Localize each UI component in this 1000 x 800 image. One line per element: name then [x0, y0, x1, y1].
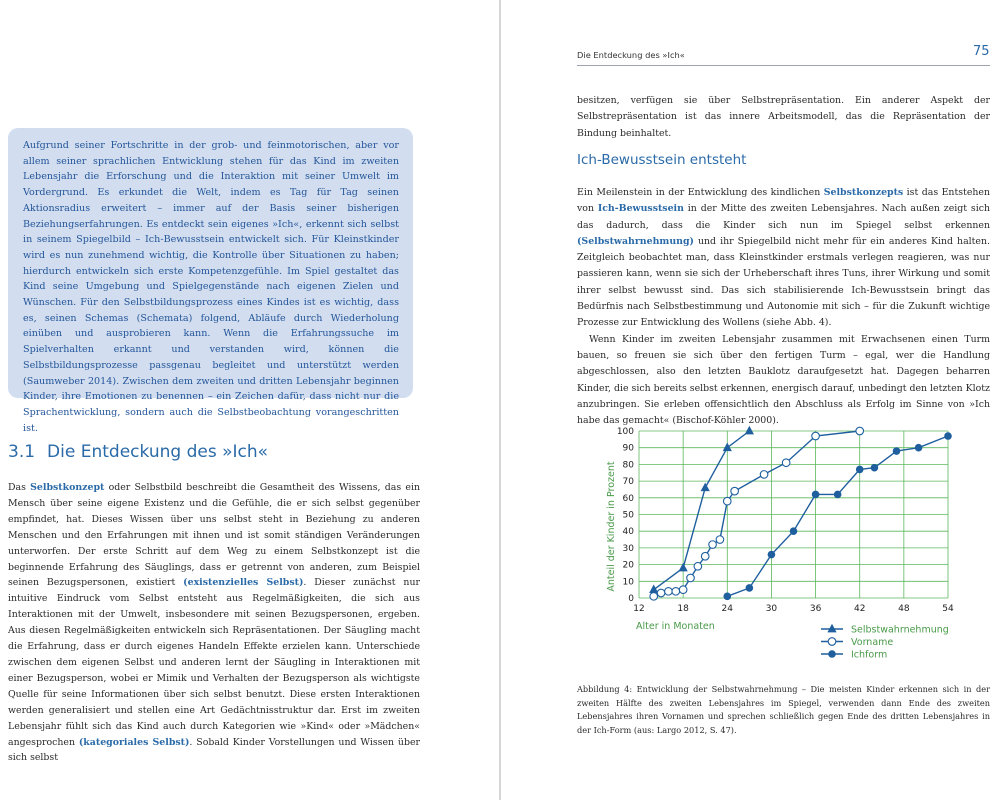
data-point-vorname — [716, 536, 724, 544]
legend-label-ichform: Ichform — [851, 649, 888, 661]
data-point-ichform — [834, 491, 842, 499]
x-tick-label: 54 — [942, 604, 954, 614]
text-run: Das — [8, 482, 31, 493]
x-tick-label: 30 — [765, 604, 778, 614]
y-tick-label: 30 — [622, 543, 634, 554]
y-tick-label: 40 — [622, 527, 634, 538]
y-tick-label: 20 — [622, 560, 634, 571]
text-run: . Dieser zunächst nur intuitive Eindruck vom Selbst entsteht aus Regelmäßigkeiten, die sich aus Interaktionen mit der Umwelt, insbesondere mit seinen Bezugspersonen, ergeben. Aus diesen Regelmäßigkeiten entwickeln sich Repräsentationen. Der Säugling macht die Erfahrung, dass er durch eigenes Handeln Effekte erzielen kann. Unterschiede zwischen dem eigenen Selbst und anderen lernt der Säugling in Interaktionen mit einer Bezugsperson, wobei er Mimik und Verhalten der Bezugsperson als wichtigste Quelle für seine Informationen über sich selbst benutzt. Diese ersten Interaktionen werden generalisiert und stellen eine Art Gedächtnisstruktur dar. Erst im zweiten Lebensjahr fühlt sich das Kind auch durch Kategorien wie »Kind« oder »Mädchen« angesprochen — [8, 577, 420, 748]
legend-label-selbstwahrnehmung: Selbstwahrnehmung — [851, 624, 949, 636]
data-point-vorname — [782, 459, 790, 467]
y-tick-label: 80 — [622, 460, 634, 471]
y-tick-label: 0 — [628, 594, 634, 604]
section-heading — [8, 442, 268, 462]
paragraph-2: Wenn Kinder im zweiten Lebensjahr zusammen mit Erwachsenen einen Turm bauen, so freuen sie sich über den fertigen Turm – egal, wer die Handlung abgeschlossen, also den letzten Bauklotz daraufgesetzt hat. Dagegen beharren Kinder, die sich bereits selbst erkennen, energisch darauf, unbedingt den letzten Klotz anzubringen. Sie erleben offensichtlich den Abschluss als Erfolg im Sinne von »Ich habe das gemacht« (Bischof-Köhler 2000). — [577, 333, 990, 427]
subheading: Ich-Bewusstsein entsteht — [577, 152, 747, 168]
data-point-selbstwahrnehmung — [745, 426, 754, 435]
text-run: oder Selbstbild beschreibt die Gesamtheit des Wissens, das ein Mensch über seine eigene Existenz und die Gefühle, die er sich selbst gegenüber empfindet, hat. Dieses Wissen über uns selbst steht in Beziehung zu anderen Menschen und den Erfahrungen mit ihnen und ist somit ständigen Veränderungen unterworfen. Der erste Schritt auf dem Weg zu einem Selbstkonzept ist die beginnende Erfahrung des Säuglings, dass er getrennt von anderen, zum Beispiel seinen Bezugspersonen, existiert — [8, 482, 420, 589]
left-body — [8, 480, 420, 766]
text-run: . Sobald Kinder Vorstellungen und Wissen über sich selbst — [8, 736, 420, 764]
y-tick-label: 70 — [622, 477, 634, 488]
right-page — [501, 0, 1000, 800]
x-tick-label: 42 — [853, 604, 866, 614]
y-tick-label: 60 — [622, 493, 634, 504]
data-point-ichform — [812, 491, 820, 499]
data-point-selbstwahrnehmung — [679, 563, 688, 572]
y-tick-label: 100 — [616, 427, 634, 437]
x-tick-label: 24 — [721, 604, 734, 614]
data-point-vorname — [731, 487, 739, 495]
legend-marker-ichform — [828, 650, 836, 658]
data-point-vorname — [657, 589, 665, 597]
data-point-ichform — [856, 466, 864, 474]
figure-caption: Abbildung 4: Entwicklung der Selbstwahrnehmung – Die meisten Kinder erkennen sich in der zweiten Hälfte des zweiten Lebensjahres im Spiegel, verwenden dann Ende des zweiten Lebensjahres ihren Vornamen und sprechen schließlich gegen Ende des dritten Lebensjahres in der Ich-Form (aus: Largo 2012, S. 47). — [577, 684, 990, 735]
x-tick-label: 12 — [633, 604, 645, 614]
page-number: 75 — [973, 44, 990, 59]
paragraph-1 — [577, 185, 990, 332]
data-point-vorname — [709, 541, 717, 549]
top-paragraph: besitzen, verfügen sie über Selbstrepräsentation. Ein anderer Aspekt der Selbstrepräsentation ist das innere Arbeitsmodell, das die Repräsentation der Bindung beinhaltet. — [577, 95, 990, 139]
term-kategoriales-selbst: (kategoriales Selbst) — [78, 736, 190, 748]
left-page — [0, 0, 499, 800]
series-line-vorname — [654, 431, 860, 596]
summary-text: Aufgrund seiner Fortschritte in der grob- und feinmotorischen, aber vor allem seiner sprachlichen Entwicklung stehen für das Kind im zweiten Lebensjahr die Erforschung und die Interaktion mit seiner Umwelt im Vordergrund. Es erkundet die Welt, indem es Tag für Tag seinen Aktionsradius erweitert – immer auf der Basis seiner bisherigen Beziehungserfahrungen. Es entdeckt sein eigenes »Ich«, erkennt sich selbst in seinem Spiegelbild – Ich-Bewusstsein entwickelt sich. Für Kleinstkinder wird es nun zunehmend wichtig, die Kontrolle über Situationen zu haben; hierdurch entwickeln sich erste Kompetenzgefühle. Im Spiel gestaltet das Kind seine Umgebung und Spielgegenstände nach eigenen Zielen und Wünschen. Für den Selbstbildungsprozess eines Kindes ist es wichtig, dass es, seinen Schemas (Schemata) folgend, Abläufe durch Wiederholung einüben und ausprobieren kann. Wenn die Erfahrungssuche im Spielverhalten erkannt und verstanden wird, können die Selbstbildungsprozesse passgenau begleitet und unterstützt werden (Saumweber 2014). Zwischen dem zweiten und dritten Lebensjahr beginnen Kinder, ihre Emotionen zu benennen – ein Zeichen dafür, dass nicht nur die Sprachentwicklung, sondern auch die Selbstbeobachtung vorangeschritten ist. — [23, 140, 399, 434]
data-point-vorname — [856, 427, 864, 435]
term-selbstkonzepts: Selbstkonzepts — [823, 187, 904, 198]
legend-label-vorname: Vorname — [851, 637, 894, 648]
data-point-selbstwahrnehmung — [723, 443, 732, 452]
data-point-vorname — [650, 593, 658, 601]
data-point-ichform — [746, 584, 754, 592]
header-rule — [577, 65, 990, 66]
section-title: Die Entdeckung des »Ich« — [47, 442, 269, 462]
data-point-vorname — [701, 552, 709, 560]
series-line-ichform — [727, 436, 948, 596]
y-tick-label: 50 — [622, 510, 634, 521]
term-selbstwahrnehmung: (Selbstwahrnehmung) — [577, 235, 694, 247]
data-point-vorname — [694, 562, 702, 570]
self-perception-chart — [596, 420, 966, 665]
text-run: Ein Meilenstein in der Entwicklung des kindlichen — [577, 187, 824, 198]
text-run: in der Mitte des zweiten Lebensjahres. Nach außen zeigt sich das dadurch, dass die Kinder sich nun im Spiegel selbst erkennen — [577, 203, 990, 231]
right-top-body — [577, 93, 990, 142]
data-point-vorname — [760, 471, 768, 479]
data-point-ichform — [871, 464, 879, 472]
y-tick-label: 10 — [622, 577, 634, 588]
legend-marker-selbstwahrnehmung — [827, 624, 836, 633]
text-run: ist das Entstehen von — [577, 187, 990, 215]
legend-marker-vorname — [828, 638, 836, 646]
data-point-vorname — [812, 432, 820, 440]
y-tick-label: 90 — [622, 443, 634, 454]
term-ich-bewusstsein: Ich-Bewusstsein — [597, 203, 684, 215]
data-point-ichform — [915, 444, 923, 452]
term-selbstkonzept: Selbstkonzept — [30, 482, 105, 493]
y-axis-label: Anteil der Kinder in Prozent — [606, 461, 617, 592]
section-number: 3.1 — [8, 442, 36, 462]
running-head: Die Entdeckung des »Ich« — [577, 50, 685, 60]
data-point-ichform — [790, 527, 798, 535]
data-point-vorname — [672, 588, 680, 596]
x-tick-label: 18 — [677, 604, 689, 614]
data-point-vorname — [687, 574, 695, 582]
data-point-vorname — [723, 497, 731, 505]
left-body-paragraph — [8, 480, 420, 766]
data-point-selbstwahrnehmung — [701, 483, 710, 492]
term-existenzielles-selbst: (existenzielles Selbst) — [183, 577, 304, 589]
text-run: und ihr Spiegelbild nicht mehr für ein anderes Kind halten. Zeitgleich beobachtet man, dass Kleinstkinder erstmals verlegen reagieren, was nur passieren kann, wenn sie sich der Urheberschaft ihres Tuns, ihrer Wirkung und somit ihrer selbst bewusst sind. Das sich stabilisierende Ich-Bewusstsein bringt das Bedürfnis nach Selbstbestimmung und Autonomie mit sich – für die Zukunft wichtige Prozesse zur Entwicklung des Wollens (siehe Abb. 4). — [577, 235, 990, 329]
data-point-ichform — [768, 551, 776, 559]
data-point-ichform — [893, 447, 901, 455]
right-body — [577, 185, 990, 429]
x-tick-label: 36 — [809, 604, 822, 614]
data-point-vorname — [679, 586, 687, 594]
x-axis-label: Alter in Monaten — [636, 621, 715, 632]
data-point-ichform — [944, 432, 952, 440]
summary-box — [8, 128, 413, 434]
data-point-vorname — [665, 588, 673, 596]
data-point-ichform — [723, 593, 731, 601]
x-tick-label: 48 — [898, 604, 910, 614]
